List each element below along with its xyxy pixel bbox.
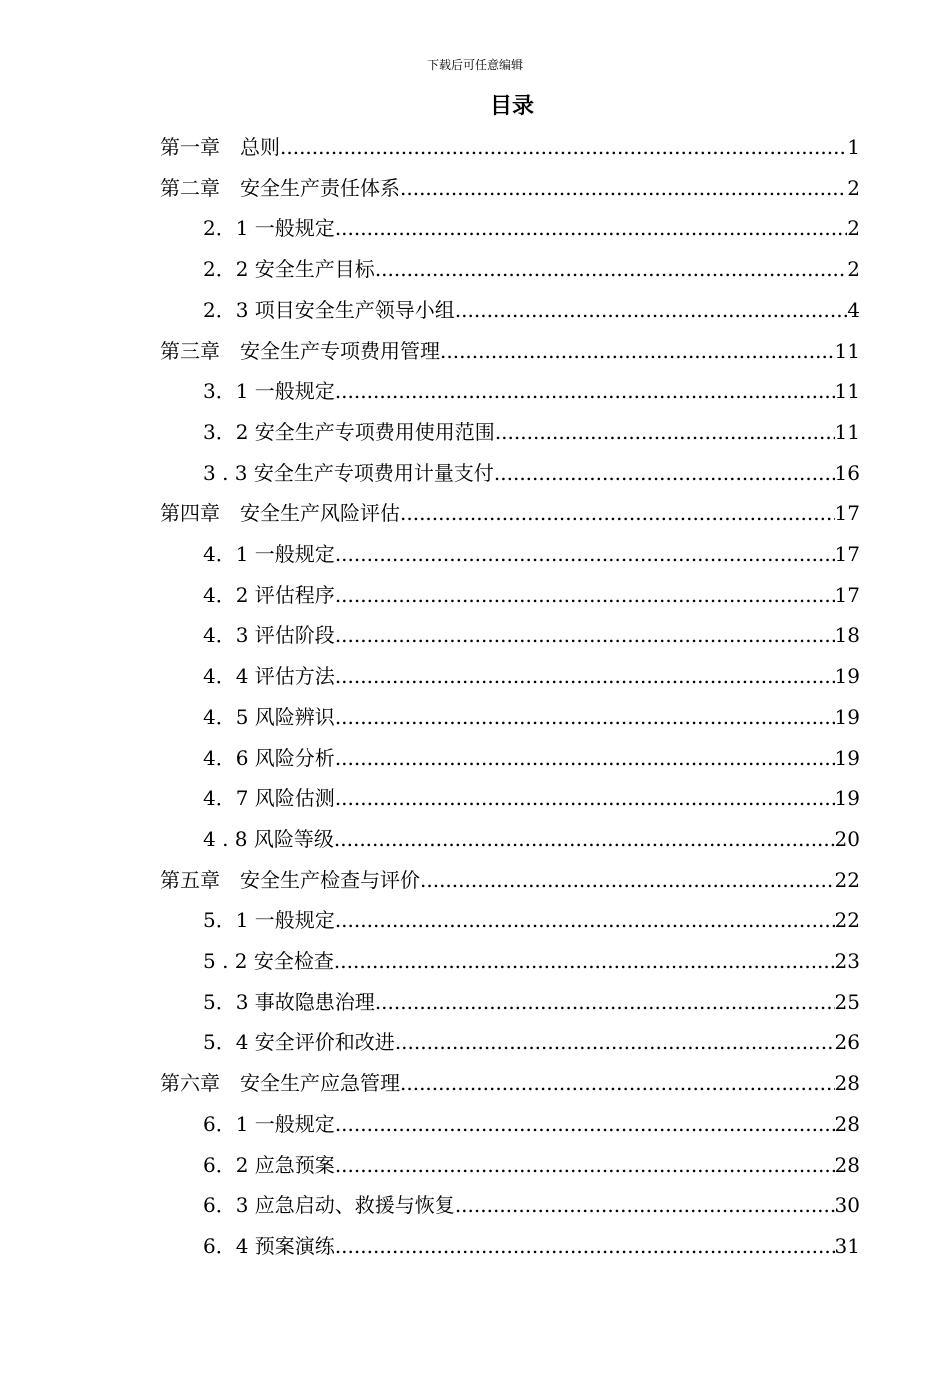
- toc-entry-label: 6．3 应急启动、救援与恢复: [203, 1193, 455, 1218]
- toc-entry-page-number: 2: [847, 216, 860, 241]
- toc-entry-page-number: 4: [847, 297, 860, 322]
- toc-entry-label: 第三章 安全生产专项费用管理: [160, 338, 440, 363]
- toc-entry-page-number: 19: [834, 745, 860, 770]
- toc-entry-label: 6．4 预案演练: [203, 1233, 335, 1258]
- toc-entry-label: 第一章 总则: [160, 135, 280, 159]
- toc-section-entry[interactable]: [203, 944, 860, 978]
- toc-entry-label: 5．1 一般规定: [203, 908, 335, 933]
- toc-entry-label: 3．1 一般规定: [203, 379, 335, 404]
- toc-entry-page-number: 28: [834, 1152, 860, 1177]
- toc-entry-page-number: 2: [847, 257, 860, 282]
- toc-entry-label: 5．4 安全评价和改进: [203, 1030, 395, 1055]
- toc-section-entry[interactable]: [203, 781, 860, 815]
- toc-dot-leader: [440, 334, 835, 368]
- toc-entry-page-number: 30: [834, 1193, 860, 1218]
- toc-entry-page-number: 26: [834, 1030, 860, 1055]
- toc-section-entry[interactable]: [203, 985, 860, 1019]
- toc-entry-page-number: 28: [834, 1071, 860, 1096]
- toc-section-entry[interactable]: [203, 415, 860, 449]
- toc-dot-leader: [420, 863, 835, 897]
- toc-entry-page-number: 11: [834, 419, 860, 444]
- toc-entry-label: 4．6 风险分析: [203, 745, 335, 770]
- toc-entry-page-number: 19: [834, 786, 860, 811]
- toc-dot-leader: [335, 700, 835, 734]
- toc-dot-leader: [335, 578, 835, 612]
- toc-dot-leader: [280, 130, 847, 164]
- toc-entry-page-number: 17: [834, 582, 860, 607]
- toc-chapter-entry[interactable]: [160, 496, 860, 530]
- toc-section-entry[interactable]: [203, 456, 860, 490]
- toc-dot-leader: [400, 496, 835, 530]
- toc-title: 目录: [489, 93, 534, 119]
- toc-dot-leader: [334, 944, 835, 978]
- toc-entry-label: 第六章 安全生产应急管理: [160, 1071, 400, 1096]
- toc-dot-leader: [395, 1025, 835, 1059]
- toc-section-entry[interactable]: [203, 741, 860, 775]
- toc-entry-label: 6．2 应急预案: [203, 1152, 335, 1177]
- toc-entry-label: 4．1 一般规定: [203, 542, 335, 566]
- toc-chapter-entry[interactable]: [160, 1066, 860, 1100]
- toc-entry-label: 3 . 3 安全生产专项费用计量支付: [203, 460, 494, 485]
- toc-chapter-entry[interactable]: [160, 130, 860, 164]
- toc-section-entry[interactable]: [203, 700, 860, 734]
- toc-dot-leader: [375, 252, 847, 286]
- toc-entry-label: 2．2 安全生产目标: [203, 257, 375, 282]
- toc-section-entry[interactable]: [203, 822, 860, 856]
- toc-dot-leader: [335, 1107, 835, 1141]
- toc-chapter-entry[interactable]: [160, 171, 860, 205]
- toc-section-entry[interactable]: [203, 374, 860, 408]
- toc-dot-leader: [455, 293, 847, 327]
- toc-dot-leader: [335, 659, 835, 693]
- toc-entry-page-number: 1: [847, 135, 860, 159]
- toc-entry-label: 3．2 安全生产专项费用使用范围: [203, 419, 495, 444]
- toc-dot-leader: [400, 171, 847, 205]
- toc-section-entry[interactable]: [203, 903, 860, 937]
- toc-entry-label: 5．3 事故隐患治理: [203, 989, 375, 1014]
- toc-dot-leader: [335, 374, 835, 408]
- toc-entry-label: 4．5 风险辨识: [203, 704, 335, 729]
- toc-entry-label: 4 . 8 风险等级: [203, 826, 334, 851]
- toc-entry-page-number: 22: [834, 867, 860, 892]
- toc-section-entry[interactable]: [203, 578, 860, 612]
- toc-dot-leader: [335, 537, 835, 571]
- toc-dot-leader: [334, 822, 835, 856]
- toc-entry-page-number: 19: [834, 704, 860, 729]
- toc-chapter-entry[interactable]: [160, 863, 860, 897]
- toc-entry-label: 第五章 安全生产检查与评价: [160, 867, 420, 892]
- toc-section-entry[interactable]: [203, 1025, 860, 1059]
- toc-entry-page-number: 25: [834, 989, 860, 1014]
- toc-section-entry[interactable]: [203, 211, 860, 245]
- toc-entry-label: 2．1 一般规定: [203, 216, 335, 241]
- toc-section-entry[interactable]: [203, 293, 860, 327]
- toc-entry-label: 5 . 2 安全检查: [203, 949, 334, 973]
- toc-section-entry[interactable]: [203, 252, 860, 286]
- toc-dot-leader: [335, 1148, 835, 1182]
- toc-entry-label: 4．3 评估阶段: [203, 623, 335, 648]
- toc-section-entry[interactable]: [203, 659, 860, 693]
- toc-dot-leader: [400, 1066, 835, 1100]
- toc-section-entry[interactable]: [203, 1107, 860, 1141]
- toc-section-entry[interactable]: [203, 1188, 860, 1222]
- toc-section-entry[interactable]: [203, 537, 860, 571]
- toc-entry-page-number: 2: [847, 175, 860, 200]
- toc-entry-page-number: 18: [834, 623, 860, 648]
- toc-entry-page-number: 19: [834, 664, 860, 689]
- toc-entry-page-number: 17: [834, 501, 860, 526]
- toc-dot-leader: [375, 985, 835, 1019]
- toc-section-entry[interactable]: [203, 618, 860, 652]
- toc-dot-leader: [335, 1229, 835, 1263]
- toc-section-entry[interactable]: [203, 1148, 860, 1182]
- toc-entry-page-number: 20: [834, 826, 860, 851]
- toc-dot-leader: [335, 781, 835, 815]
- toc-entry-label: 第二章 安全生产责任体系: [160, 175, 400, 200]
- toc-entry-label: 2．3 项目安全生产领导小组: [203, 297, 455, 322]
- toc-dot-leader: [335, 903, 835, 937]
- toc-entry-label: 4．7 风险估测: [203, 786, 335, 811]
- toc-entry-page-number: 22: [834, 908, 860, 933]
- toc-entry-label: 第四章 安全生产风险评估: [160, 501, 400, 526]
- toc-entry-label: 4．4 评估方法: [203, 664, 335, 689]
- toc-dot-leader: [335, 741, 835, 775]
- toc-entry-page-number: 28: [834, 1111, 860, 1136]
- toc-dot-leader: [495, 415, 835, 449]
- toc-chapter-entry[interactable]: [160, 334, 860, 368]
- toc-entry-page-number: 31: [834, 1233, 860, 1258]
- toc-dot-leader: [335, 618, 835, 652]
- toc-section-entry[interactable]: [203, 1229, 860, 1263]
- toc-entry-page-number: 23: [834, 949, 860, 973]
- toc-entry-page-number: 11: [834, 338, 860, 363]
- toc-entry-label: 6．1 一般规定: [203, 1111, 335, 1136]
- toc-dot-leader: [494, 456, 835, 490]
- toc-entry-page-number: 17: [834, 542, 860, 566]
- toc-entry-label: 4．2 评估程序: [203, 582, 335, 607]
- toc-entry-page-number: 11: [834, 379, 860, 404]
- toc-entry-page-number: 16: [834, 460, 860, 485]
- toc-dot-leader: [335, 211, 847, 245]
- toc-dot-leader: [455, 1188, 835, 1222]
- page-header-note: 下载后可任意编辑: [426, 58, 523, 72]
